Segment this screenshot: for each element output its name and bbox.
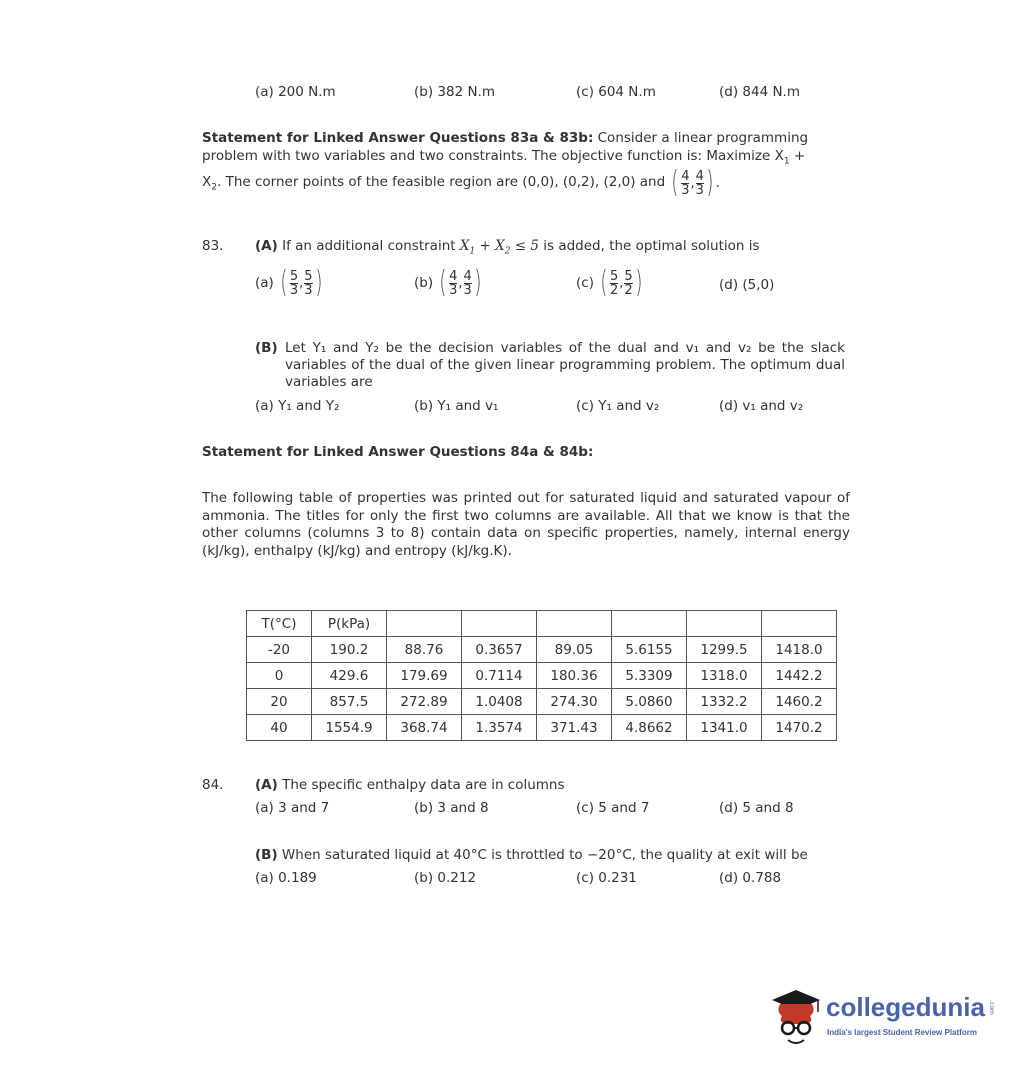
q82-option-c: (c) 604 N.m	[576, 84, 656, 100]
table-cell: 0.7114	[462, 663, 537, 689]
table-cell: 1.0408	[462, 689, 537, 715]
q84a-option-a: (a) 3 and 7	[255, 800, 330, 816]
table-cell: 20	[247, 689, 312, 715]
ammonia-properties-table	[246, 610, 837, 741]
logo-dotcom: .com	[987, 1000, 995, 1015]
table-cell: 190.2	[312, 637, 387, 663]
table-header-cell	[762, 611, 837, 637]
q83-part-a-text-end: is added, the optimal solution is	[538, 238, 760, 254]
q83-number: 83.	[202, 238, 224, 254]
table-cell: 272.89	[387, 689, 462, 715]
q83-statement-line3-start: X	[202, 173, 212, 190]
table-cell: 5.3309	[612, 663, 687, 689]
q83b-option-d: (d) v₁ and v₂	[719, 398, 804, 414]
q84-number: 84.	[202, 777, 224, 793]
q82-option-a: (a) 200 N.m	[255, 84, 336, 100]
q83a-option-c	[576, 265, 644, 300]
fraction-pair: ( $\frac{5}{2}$ , $\frac{5}{2}$ )	[600, 265, 643, 300]
table-cell: 274.30	[537, 689, 612, 715]
q83-part-a-text: If an additional constraint	[277, 238, 460, 254]
part-label: (A)	[255, 777, 278, 793]
table-cell: 179.69	[387, 663, 462, 689]
table-cell: 429.6	[312, 663, 387, 689]
table-cell: 1341.0	[687, 715, 762, 741]
table-row	[247, 715, 837, 741]
q83-statement-line3-text: . The corner points of the feasible region are (0,0), (0,2), (2,0) and	[216, 173, 666, 190]
table-cell: 0	[247, 663, 312, 689]
corner-point-fraction: ( $\frac{4}{3}$ , $\frac{4}{3}$ )	[671, 165, 714, 200]
q84-part-a-text: The specific enthalpy data are in columns	[277, 777, 565, 793]
collegedunia-logo	[766, 982, 996, 1052]
table-cell: 5.6155	[612, 637, 687, 663]
table-cell: 368.74	[387, 715, 462, 741]
table-row	[247, 637, 837, 663]
table-header-cell: P(kPa)	[312, 611, 387, 637]
table-cell: 1460.2	[762, 689, 837, 715]
option-label: (a)	[255, 275, 274, 291]
option-label: (b)	[414, 275, 434, 291]
table-cell: 40	[247, 715, 312, 741]
q83-part-a: (A) If an additional constraint $X_1 + X_2 \le 5$ is added, the optimal solution is	[255, 238, 760, 257]
fraction-pair: ( $\frac{4}{3}$ , $\frac{4}{3}$ )	[439, 265, 482, 300]
table-cell: 371.43	[537, 715, 612, 741]
table-cell: 4.8662	[612, 715, 687, 741]
q83b-option-b: (b) Y₁ and v₁	[414, 398, 499, 414]
q83-part-b-text: Let Y₁ and Y₂ be the decision variables of the dual and v₁ and v₂ be the slack variables of the dual of the given linear programming problem. The optimum dual variables are	[285, 340, 845, 390]
q83-statement-heading: Statement for Linked Answer Questions 83a & 83b:	[202, 130, 594, 146]
part-label: (B)	[255, 847, 278, 863]
table-row	[247, 689, 837, 715]
table-cell: 1470.2	[762, 715, 837, 741]
table-cell: 857.5	[312, 689, 387, 715]
table-header-cell	[462, 611, 537, 637]
q83-statement-line3	[202, 165, 720, 200]
q83-statement-line2-end: +	[789, 148, 806, 164]
table-cell: 1442.2	[762, 663, 837, 689]
table-cell: 1299.5	[687, 637, 762, 663]
q84b-option-d: (d) 0.788	[719, 870, 782, 886]
q84-statement-heading: Statement for Linked Answer Questions 84a & 84b:	[202, 444, 594, 460]
table-header-cell	[387, 611, 462, 637]
mascot-icon	[766, 982, 826, 1052]
period: .	[715, 175, 720, 191]
subscript: 2	[211, 182, 217, 193]
table-row	[247, 663, 837, 689]
table-header-cell: T(°C)	[247, 611, 312, 637]
table-header-cell	[537, 611, 612, 637]
logo-name: collegedunia	[826, 992, 985, 1022]
table-cell: 1318.0	[687, 663, 762, 689]
q83a-option-b	[414, 265, 484, 300]
q83a-option-a	[255, 265, 324, 300]
table-header-row	[247, 611, 837, 637]
table-cell: 1.3574	[462, 715, 537, 741]
q83-part-b-label: (B)	[255, 340, 278, 356]
subscript: 1	[783, 156, 790, 167]
table-cell: 0.3657	[462, 637, 537, 663]
q84a-option-c: (c) 5 and 7	[576, 800, 650, 816]
table-cell: 1418.0	[762, 637, 837, 663]
table-cell: 88.76	[387, 637, 462, 663]
q84a-option-b: (b) 3 and 8	[414, 800, 489, 816]
q83b-option-a: (a) Y₁ and Y₂	[255, 398, 340, 414]
table-cell: 180.36	[537, 663, 612, 689]
q84-part-a	[255, 777, 565, 793]
q84-part-b	[255, 847, 808, 863]
table-cell: 5.0860	[612, 689, 687, 715]
table-cell: 1332.2	[687, 689, 762, 715]
part-label: (A)	[255, 238, 278, 254]
q84b-option-a: (a) 0.189	[255, 870, 317, 886]
q84b-option-b: (b) 0.212	[414, 870, 477, 886]
fraction-pair: ( $\frac{5}{3}$ , $\frac{5}{3}$ )	[280, 265, 322, 300]
q84-part-b-text: When saturated liquid at 40°C is throttled to −20°C, the quality at exit will be	[277, 847, 808, 863]
q82-option-d: (d) 844 N.m	[719, 84, 800, 100]
q83-statement-line2	[202, 148, 805, 167]
q84-statement-paragraph: The following table of properties was printed out for saturated liquid and saturated vapour of ammonia. The titles for only the first two columns are available. All that we know is that the other columns (columns 3 to 8) contain data on specific properties, namely, internal energy (kJ/kg), enthalpy (kJ/kg) and entropy (kJ/kg.K).	[202, 490, 850, 559]
logo-tagline: India's largest Student Review Platform	[827, 1028, 977, 1037]
q84b-option-c: (c) 0.231	[576, 870, 637, 886]
table-header-cell	[612, 611, 687, 637]
q83-statement-line1-text: Consider a linear programming	[593, 130, 809, 146]
q82-option-b: (b) 382 N.m	[414, 84, 495, 100]
table-header-cell	[687, 611, 762, 637]
table-cell: 89.05	[537, 637, 612, 663]
option-label: (c)	[576, 275, 594, 291]
table-cell: 1554.9	[312, 715, 387, 741]
q83-statement-line1	[202, 130, 808, 146]
q83a-option-d: (d) (5,0)	[719, 277, 775, 293]
q83b-option-c: (c) Y₁ and v₂	[576, 398, 660, 414]
table-cell: -20	[247, 637, 312, 663]
q84a-option-d: (d) 5 and 8	[719, 800, 794, 816]
q83-statement-line2-text: problem with two variables and two constraints. The objective function is: Maximize X	[202, 148, 784, 164]
